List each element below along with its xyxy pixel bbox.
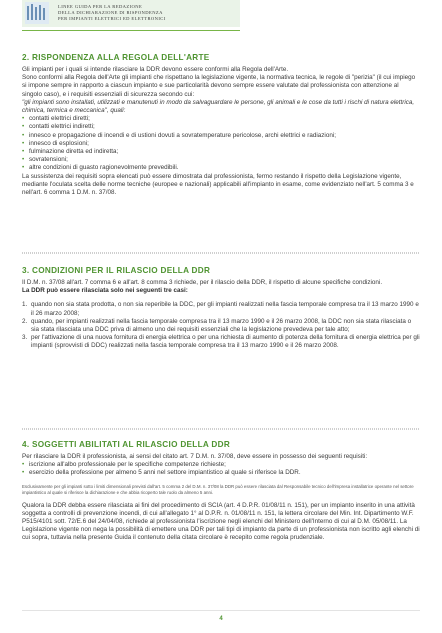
- list-item: • altre condizioni di guasto ragionevolmente prevedibili.: [22, 164, 420, 172]
- item-text: quando non sia stata prodotta, o non sia reperibile la DDC, per gli impianti realizzati nella fascia temporale compresa tra il 13 marzo 1990 e il 26 marzo 2008;: [31, 301, 419, 317]
- footnote: Esclusivamente per gli impianti sotto i limiti dimensionali previsti dall'art. 5 comma 2 del D.M. n. 37/08 la DDR può essere rilasciata dal Responsabile tecnico dell'impresa installatrice operante nel settore impiantistico al quale si riferisce la dichiarazione e che abbia ricoperto tale ruolo da almeno 5 anni.: [22, 483, 414, 495]
- header-line-2: DELLA DICHIARAZIONE DI RISPONDENZA: [58, 10, 163, 15]
- section-title: 2. RISPONDENZA ALLA REGOLA DELL'ARTE: [22, 53, 210, 62]
- risk-list: [22, 115, 420, 172]
- conditions-list: [22, 301, 420, 350]
- ministry-logo-icon: [25, 2, 49, 24]
- paragraph: Sono conformi alla Regola dell'Arte gli impianti che rispettano la legislazione vigente, la normativa tecnica, le regole di "perizia" (il cui impiego si impone sempre in rapporto a ciascun impianto e sue particolarità devono sempre essere valutate dal professionista con attenzione al singolo caso), e i requisiti essenziali di sicurezza secondo cui:: [22, 74, 416, 98]
- paragraph: Gli impianti per i quali si intende rilasciare la DDR devono essere conformi alla Regola dell'Arte.: [22, 66, 289, 73]
- header-line-3: PER IMPIANTI ELETTRICI ED ELETTRONICI: [58, 16, 166, 21]
- section-4: [22, 440, 420, 543]
- list-item: • esercizio della professione per almeno 5 anni nel settore impiantistico al quale si riferisce la DDR.: [22, 469, 420, 477]
- list-item: [22, 301, 420, 317]
- header-rule: [22, 30, 240, 31]
- list-item: • fulminazione diretta ed indiretta;: [22, 148, 420, 156]
- footer-rule: [22, 610, 420, 611]
- list-item: • contatti elettrici diretti;: [22, 115, 420, 123]
- list-item: • iscrizione all'albo professionale per le specifiche competenze richieste;: [22, 461, 420, 469]
- section-2: [22, 53, 420, 197]
- running-header: [22, 0, 240, 27]
- section-title: 4. SOGGETTI ABILITATI AL RILASCIO DELLA DDR: [22, 440, 231, 449]
- item-text: per l'attivazione di una nuova fornitura di energia elettrica o per una richiesta di aumento di potenza della fornitura di energia elettrica per gli impianti (sprovvisti di DDC) realizzati nella fascia temporale compresa tra il 13 marzo 1990 e il 26 marzo 2008.: [31, 334, 420, 350]
- page-number: 4: [219, 616, 223, 622]
- header-line-1: LINEE GUIDA PER LA REDAZIONE: [58, 4, 143, 9]
- requirements-list: [22, 461, 420, 477]
- paragraph: Qualora la DDR debba essere rilasciata ai fini del procedimento di SCIA (art. 4 D.P.R. 01/08/11 n. 151), per un impianto inserito in una attività soggetta a controlli di prevenzione incendi, di cui all'allegato 1° al D.P.R. n. 01/08/11 n. 151, la lettera circolare del Min. Int. Dipartimento W.F. P515/4101 sott. 72/E.6 del 24/04/08, richiede al professionista l'iscrizione negli elenchi del Ministero dell'Interno di cui al D.M. 05/08/11. La Legislazione vigente non nega la possibilità di emettere una DDR per tali tipi di impianto da parte di un professionista non iscritto agli elenchi di cui sopra, tuttavia nella presente Guida il contenuto della citata circolare è recepito come regola prudenziale.: [22, 501, 420, 542]
- header-title: [58, 4, 166, 22]
- list-item: • innesco di esplosioni;: [22, 140, 420, 148]
- section-divider: [22, 428, 420, 430]
- paragraph: Il D.M. n. 37/08 all'art. 7 comma 6 e all'art. 8 comma 3 richiede, per il rilascio della DDR, il rispetto di alcune specifiche condizioni.: [22, 279, 383, 286]
- paragraph: La sussistenza dei requisiti sopra elencati può essere dimostrata dal professionista, fermo restando il rispetto della Legislazione vigente, mediante l'oculata scelta delle norme tecniche (europee e nazionali) applicabili all'impianto in esame, come evidenziato nell'art. 5 comma 3 e nell'art. 6 comma 1 D.M. n. 37/08.: [22, 172, 414, 197]
- section-divider: [22, 252, 420, 254]
- paragraph: Per rilasciare la DDR il professionista, ai sensi del citato art. 7 D.M. n. 37/08, deve essere in possesso dei seguenti requisiti:: [22, 453, 368, 460]
- quote-paragraph: [22, 99, 420, 115]
- list-item: • contatti elettrici indiretti;: [22, 123, 420, 131]
- list-item: [22, 318, 420, 334]
- section-3: [22, 266, 420, 351]
- bold-paragraph: La DDR può essere rilasciata solo nei seguenti tre casi:: [22, 287, 188, 295]
- item-text: quando, per impianti realizzati nella fascia temporale compresa tra il 13 marzo 1990 e il 26 marzo 2008, la DDC non sia stata rilasciata o sia stata rilasciata una DDC priva di almeno uno dei requisiti essenziali che la legislazione prevedeva per tale atto;: [31, 317, 412, 334]
- list-item: [22, 334, 420, 350]
- list-item: • sovratensioni;: [22, 156, 420, 164]
- item-number: 3.: [22, 334, 28, 342]
- section-title: 3. CONDIZIONI PER IL RILASCIO DELLA DDR: [22, 266, 211, 275]
- item-number: 2.: [22, 317, 28, 325]
- list-item: • innesco e propagazione di incendi e di ustioni dovuti a sovratemperature pericolose, archi elettrici e radiazioni;: [22, 132, 420, 140]
- item-number: 1.: [22, 301, 28, 309]
- quote-text: "gli impianti sono installati, utilizzati e manutenuti in modo da salvaguardare le persone, gli animali e le cose da tutti i rischi di natura elettrica, chimica, termica e meccanica", quali:: [22, 98, 415, 115]
